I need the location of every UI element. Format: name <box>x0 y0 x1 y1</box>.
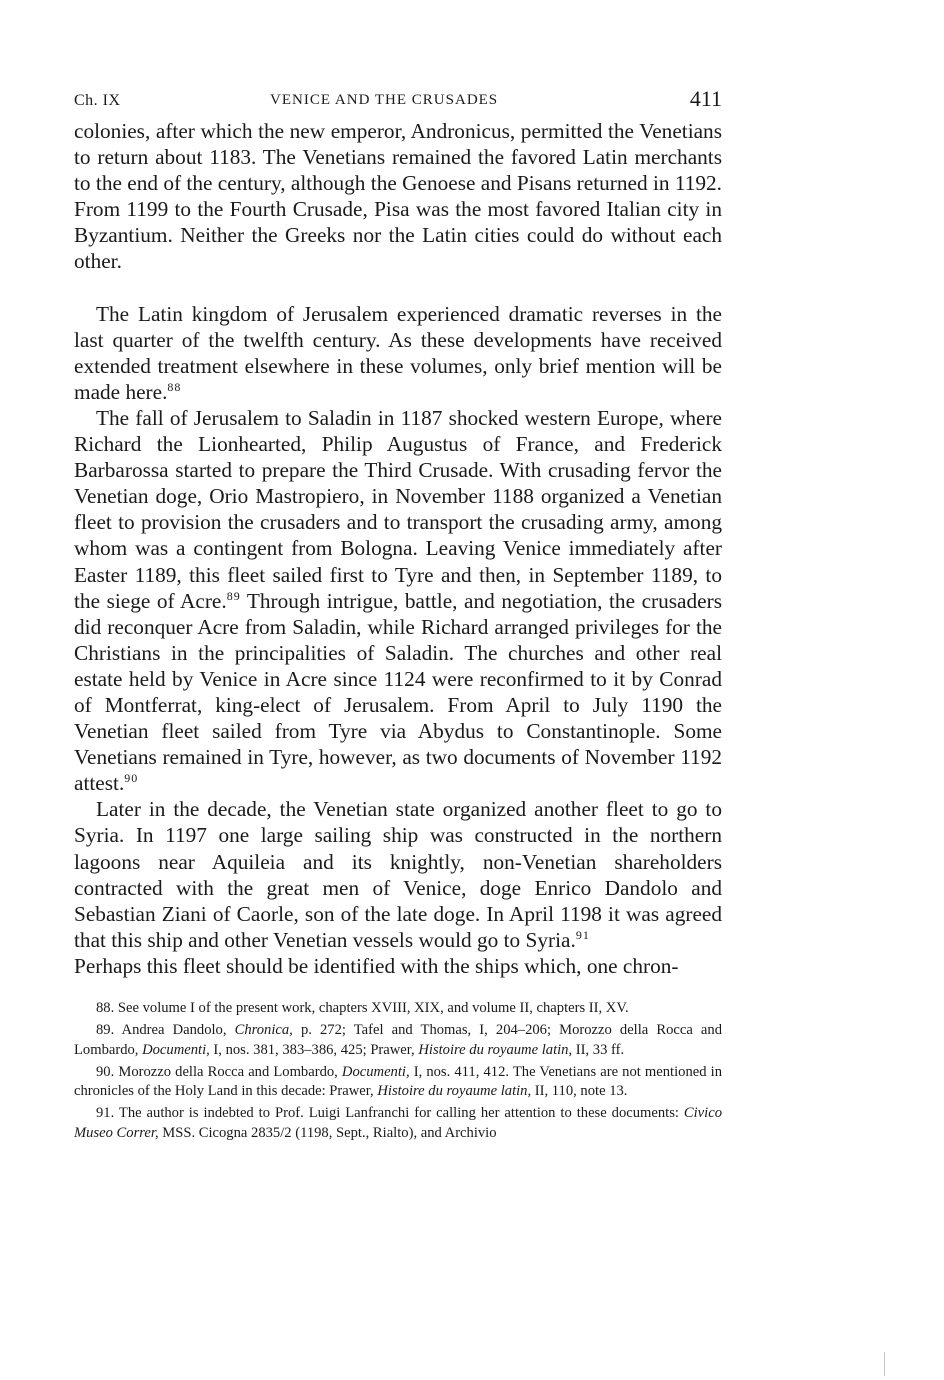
footnote-89-work-title: Documenti, <box>142 1041 210 1058</box>
book-page <box>74 82 722 1146</box>
footnote-ref-91[interactable]: 91 <box>575 927 590 942</box>
footnote-91-text-a: 91. The author is indebted to Prof. Luigi Lanfranchi for calling her attention to these documents: <box>96 1105 684 1122</box>
running-head <box>74 82 722 118</box>
body-text <box>74 118 722 979</box>
paragraph-3 <box>74 405 722 796</box>
footnote-ref-88[interactable]: 88 <box>167 379 182 394</box>
footnote-90-work-title: Histoire du royaume latin, <box>377 1083 532 1100</box>
paragraph-5-text: Perhaps this fleet should be identified with the ships which, one chron- <box>74 953 679 978</box>
footnote-89-work-title: Histoire du royaume latin, <box>418 1041 573 1058</box>
footnote-90 <box>74 1063 722 1102</box>
footnote-90-text-a: 90. Morozzo della Rocca and Lombardo, <box>96 1063 342 1080</box>
paragraph-3-text-a: The fall of Jerusalem to Saladin in 1187 shocked western Europe, where Richard the Lionhearted, Philip Augustus of France, and Frederick Barbarossa started to prepare the Third Crusade. With crusading fervor the Venetian doge, Orio Mastropiero, in November 1188 organized a Venetian fleet to provision the crusaders and to transport the crusading army, among whom was a contingent from Bologna. Leaving Venice immediately after Easter 1189, this fleet sailed first to Tyre and then, in September 1189, to the siege of Acre. <box>74 405 722 613</box>
footnote-90-text-c: II, 110, note 13. <box>531 1083 628 1100</box>
paragraph-1-text: colonies, after which the new emperor, Andronicus, permitted the Venetians to return about 1183. The Venetians remained the favored Latin merchants to the end of the century, although the Genoese and Pisans returned in 1192. From 1199 to the Fourth Crusade, Pisa was the most favored Italian city in Byzantium. Neither the Greeks nor the Latin cities could do without each other. <box>74 119 722 274</box>
chapter-label: Ch. IX <box>74 92 121 109</box>
footnote-91 <box>74 1104 722 1143</box>
paragraph-1 <box>74 118 722 275</box>
footnote-89 <box>74 1021 722 1060</box>
footnote-89-work-title: Chronica, <box>234 1022 293 1039</box>
paragraph-5 <box>74 953 722 979</box>
footnote-88-text: 88. See volume I of the present work, chapters XVIII, XIX, and volume II, chapters II, XV. <box>96 1000 629 1016</box>
footnote-90-work-title: Documenti, <box>341 1063 410 1080</box>
footnote-ref-90[interactable]: 90 <box>124 771 139 786</box>
footnote-89-text-a: 89. Andrea Dandolo, <box>96 1022 235 1039</box>
paragraph-4-text: Later in the decade, the Venetian state organized another fleet to go to Syria. In 1197 one large sailing ship was constructed in the northern lagoons near Aquileia and its knightly, non-Venetian shareholders contracted with the great men of Venice, doge Enrico Dandolo and Sebastian Ziani of Caorle, son of the late doge. In April 1198 it was agreed that this ship and other Venetian vessels would go to Syria. <box>74 797 722 952</box>
footnote-89-text-b: p. 272; Tafel and Thomas, I, 204–206; Morozzo della Rocca and Lombardo, <box>74 1022 722 1058</box>
paragraph-4 <box>74 796 722 953</box>
footnote-91-work-title: Civico Museo Correr, <box>74 1105 722 1141</box>
footnote-89-text-c: I, nos. 381, 383–386, 425; Prawer, <box>209 1041 419 1058</box>
footnote-91-text-b: MSS. Cicogna 2835/2 (1198, Sept., Rialto), and Archivio <box>158 1124 497 1141</box>
scan-edge-mark <box>884 1352 885 1376</box>
paragraph-2 <box>74 301 722 405</box>
footnote-89-text-d: II, 33 ff. <box>572 1041 625 1058</box>
running-title: VENICE AND THE CRUSADES <box>270 92 499 108</box>
footnote-ref-89[interactable]: 89 <box>226 588 241 603</box>
paragraph-2-text: The Latin kingdom of Jerusalem experienced dramatic reverses in the last quarter of the twelfth century. As these developments have received extended treatment elsewhere in these volumes, only brief mention will be made here. <box>74 301 722 404</box>
footnotes <box>74 999 722 1143</box>
page-number: 411 <box>689 86 722 111</box>
footnote-88 <box>74 999 722 1018</box>
paragraph-3-text-b: Through intrigue, battle, and negotiation, the crusaders did reconquer Acre from Saladin, while Richard arranged privileges for the Christians in the principalities of Saladin. The churches and other real estate held by Venice in Acre since 1124 were reconfirmed to it by Conrad of Montferrat, king-elect of Jerusalem. From April to July 1190 the Venetian fleet sailed from Tyre via Abydus to Constantinople. Some Venetians remained in Tyre, however, as two documents of November 1192 attest. <box>74 588 722 796</box>
footnote-90-text-b: I, nos. 411, 412. The Venetians are not mentioned in chronicles of the Holy Land in this decade: Prawer, <box>74 1063 722 1100</box>
